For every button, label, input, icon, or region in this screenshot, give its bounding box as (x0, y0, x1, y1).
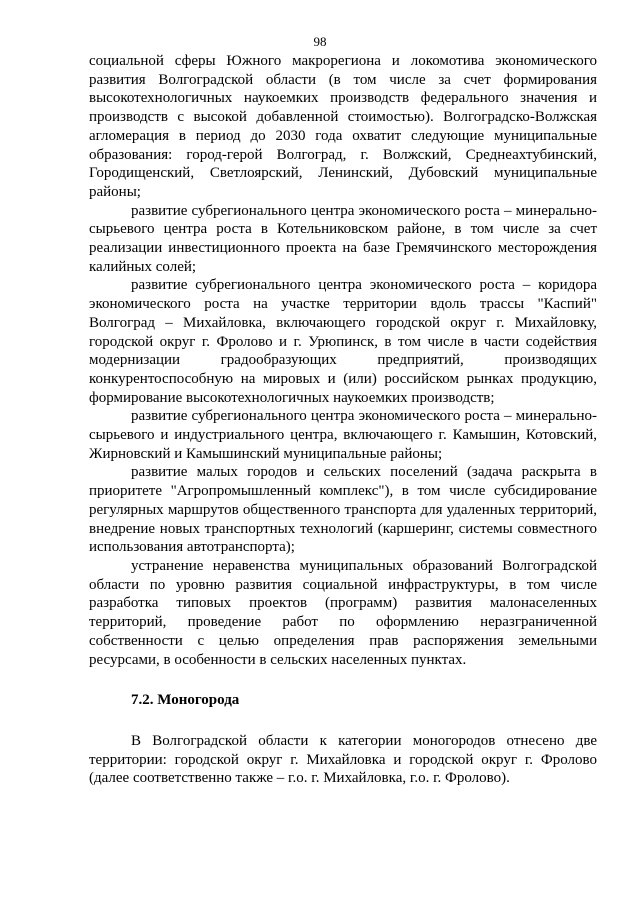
page-number: 98 (313, 34, 327, 49)
paragraph-kaspiy-corridor: развитие субрегионального центра экономического роста – коридора экономического роста на участке территории вдоль трассы "Каспий" Волгоград – Михайловка, включающего городской округ г. Михайловку, городской округ г. Фролово и г. Урюпинск, в том числе в части содействия модернизации градообразующих предприятий, производящих конкурентоспособную на мировых и (или) российском рынках продукцию, формирование высокотехнологичных наукоемких производств; (89, 277, 597, 406)
paragraph-continuation: социальной сферы Южного макрорегиона и локомотива экономического развития Волгоградской области (в том числе за счет формирования высокотехнологичных наукоемких производств федерального значения и производств с высокой добавленной стоимостью). Волгоградско-Волжская агломерация в период до 2030 года охватит следующие муниципальные образования: город-герой Волгоград, г. Волжский, Среднеахтубинский, Городищенский, Светлоярский, Ленинский, Дубовский муниципальные районы; (89, 53, 597, 200)
section-heading: 7.2. Моногорода (131, 692, 240, 709)
paragraph-monotowns: В Волгоградской области к категории моногородов отнесено две территории: городской округ г. Михайловка и городской округ г. Фролово (далее соответственно также – г.о. г. Михайловка, г.о. г. Фролово). (89, 732, 597, 787)
paragraph-kamyshin: развитие субрегионального центра экономического роста – минерально-сырьевого и индустриального центра, включающего г. Камышин, Котовский, Жирновский и Камышинский муниципальные районы; (89, 408, 597, 462)
paragraph-small-towns: развитие малых городов и сельских поселений (задача раскрыта в приоритете "Агропромышленный комплекс"), в том числе субсидирование регулярных маршрутов общественного транспорта для удаленных территорий, внедрение новых транспортных технологий (каршеринг, системы совместного использования автотранспорта); (89, 464, 597, 556)
paragraph-inequality: устранение неравенства муниципальных образований Волгоградской области по уровню развития социальной инфраструктуры, в том числе разработка типовых проектов (программ) развития малонаселенных территорий, проведение работ по оформлению неразграниченной собственности с целью определения прав распоряжения земельными ресурсами, в особенности в сельских населенных пунктах. (89, 557, 597, 668)
paragraph-kotelnikovo: развитие субрегионального центра экономического роста – минерально-сырьевого центра роста в Котельниковском районе, в том числе за счет реализации инвестиционного проекта на базе Гремячинского месторождения калийных солей; (89, 202, 597, 275)
page-content (89, 52, 597, 788)
